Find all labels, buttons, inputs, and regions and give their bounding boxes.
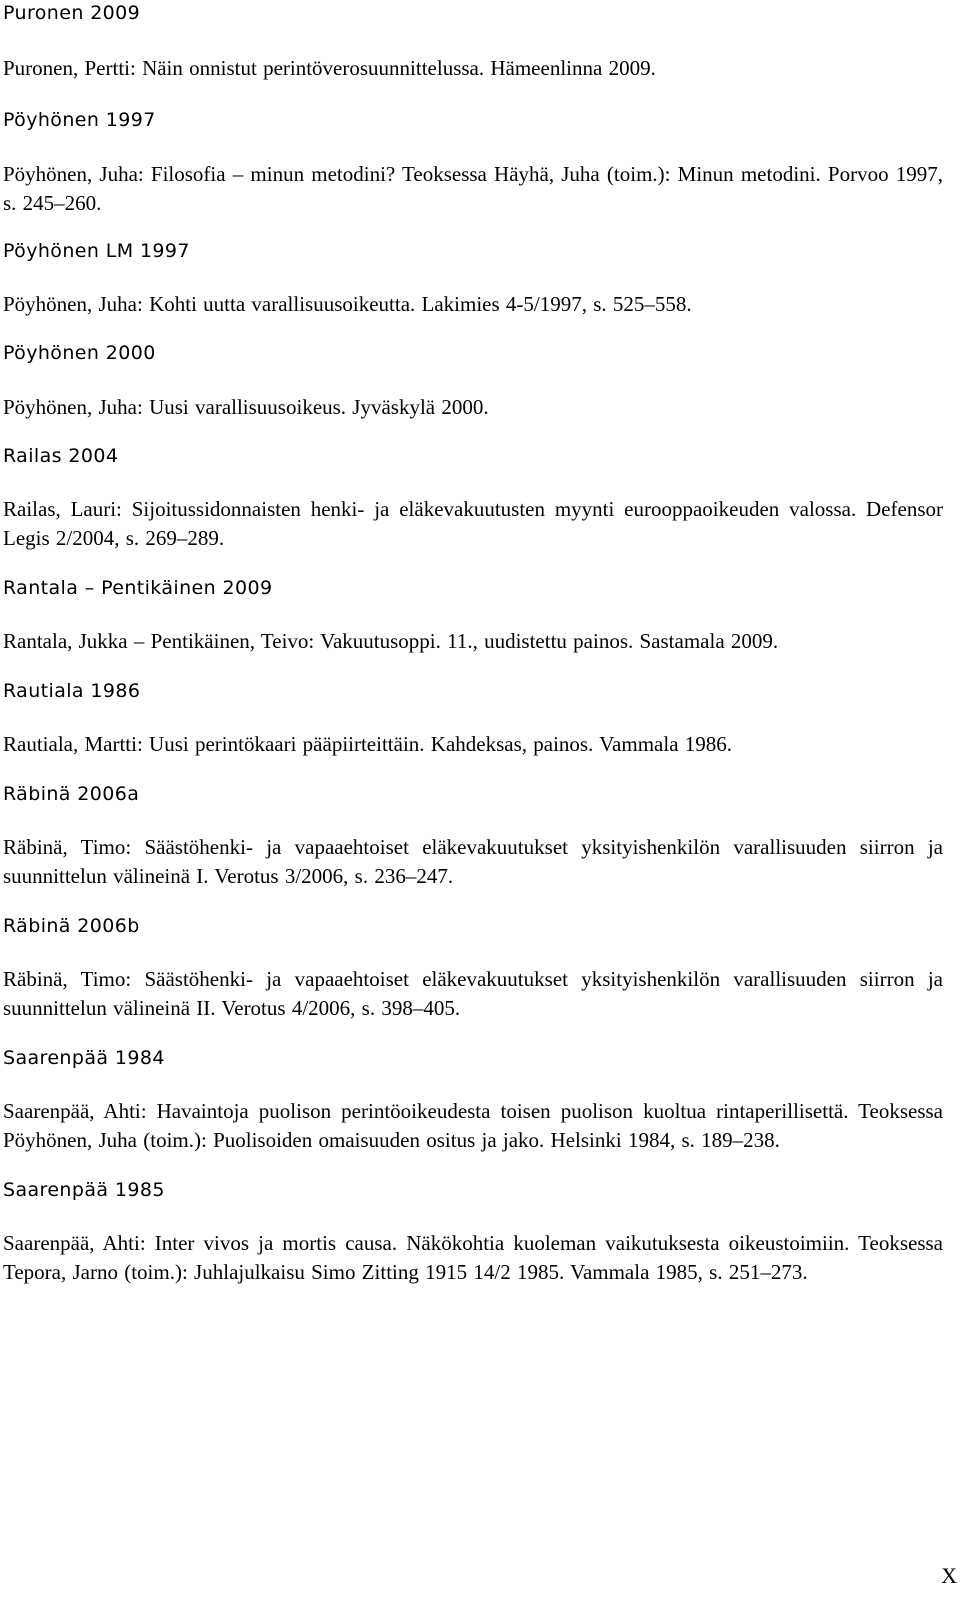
reference-label: Pöyhönen 2000 [3,342,156,364]
reference-citation: Saarenpää, Ahti: Havaintoja puolison perintöoikeudesta toisen puolison kuoltua rintaperillisettä. Teoksessa Pöyhönen, Juha (toim.): Puolisoiden omaisuuden ositus ja jako. Helsinki 1984, s. 189–238. [3,1099,943,1152]
reference-entry-poyhonen-lm-1997 [3,238,943,319]
reference-entry-poyhonen-1997 [3,107,943,218]
reference-label: Puronen 2009 [3,2,141,24]
reference-label: Saarenpää 1985 [3,1179,165,1201]
reference-entry-railas-2004 [3,443,943,553]
reference-entry-rantala-pentikainen-2009 [3,575,943,656]
reference-citation: Pöyhönen, Juha: Uusi varallisuusoikeus. Jyväskylä 2000. [3,395,489,419]
reference-entry-rabina-2006a [3,781,943,891]
reference-entry-rabina-2006b [3,913,943,1023]
reference-citation: Pöyhönen, Juha: Kohti uutta varallisuusoikeutta. Lakimies 4-5/1997, s. 525–558. [3,292,692,316]
reference-label: Räbinä 2006b [3,915,140,937]
reference-entry-puronen-2009 [3,0,943,83]
reference-citation: Rantala, Jukka – Pentikäinen, Teivo: Vakuutusoppi. 11., uudistettu painos. Sastamala 2009. [3,629,779,653]
reference-label: Pöyhönen LM 1997 [3,240,190,262]
reference-entry-poyhonen-2000 [3,340,943,422]
reference-label: Räbinä 2006a [3,783,140,805]
bibliography-page [3,0,943,1287]
reference-citation: Räbinä, Timo: Säästöhenki- ja vapaaehtoiset eläkevakuutukset yksityishenkilön varallisuuden siirron ja suunnittelun välineinä II. Verotus 4/2006, s. 398–405. [3,967,943,1020]
reference-citation: Rautiala, Martti: Uusi perintökaari pääpiirteittäin. Kahdeksas, painos. Vammala 1986. [3,732,733,756]
reference-citation: Pöyhönen, Juha: Filosofia – minun metodini? Teoksessa Häyhä, Juha (toim.): Minun metodini. Porvoo 1997, s. 245–260. [3,162,943,215]
reference-citation: Räbinä, Timo: Säästöhenki- ja vapaaehtoiset eläkevakuutukset yksityishenkilön varallisuuden siirron ja suunnittelun välineinä I. Verotus 3/2006, s. 236–247. [3,835,943,888]
page-number: X [941,1563,957,1588]
reference-entry-rautiala-1986 [3,678,943,759]
reference-label: Pöyhönen 1997 [3,109,156,131]
reference-citation: Puronen, Pertti: Näin onnistut perintöverosuunnittelussa. Hämeenlinna 2009. [3,56,656,80]
reference-citation: Saarenpää, Ahti: Inter vivos ja mortis causa. Näkökohtia kuoleman vaikutuksesta oikeustoimiin. Teoksessa Tepora, Jarno (toim.): Juhlajulkaisu Simo Zitting 1915 14/2 1985. Vammala 1985, s. 251–273. [3,1231,943,1284]
reference-label: Saarenpää 1984 [3,1047,165,1069]
reference-label: Rantala – Pentikäinen 2009 [3,577,273,599]
reference-label: Railas 2004 [3,445,119,467]
reference-entry-saarenpaa-1984 [3,1045,943,1155]
reference-citation: Railas, Lauri: Sijoitussidonnaisten henki- ja eläkevakuutusten myynti eurooppaoikeuden valossa. Defensor Legis 2/2004, s. 269–289. [3,497,943,550]
reference-entry-saarenpaa-1985 [3,1177,943,1287]
reference-label: Rautiala 1986 [3,680,141,702]
